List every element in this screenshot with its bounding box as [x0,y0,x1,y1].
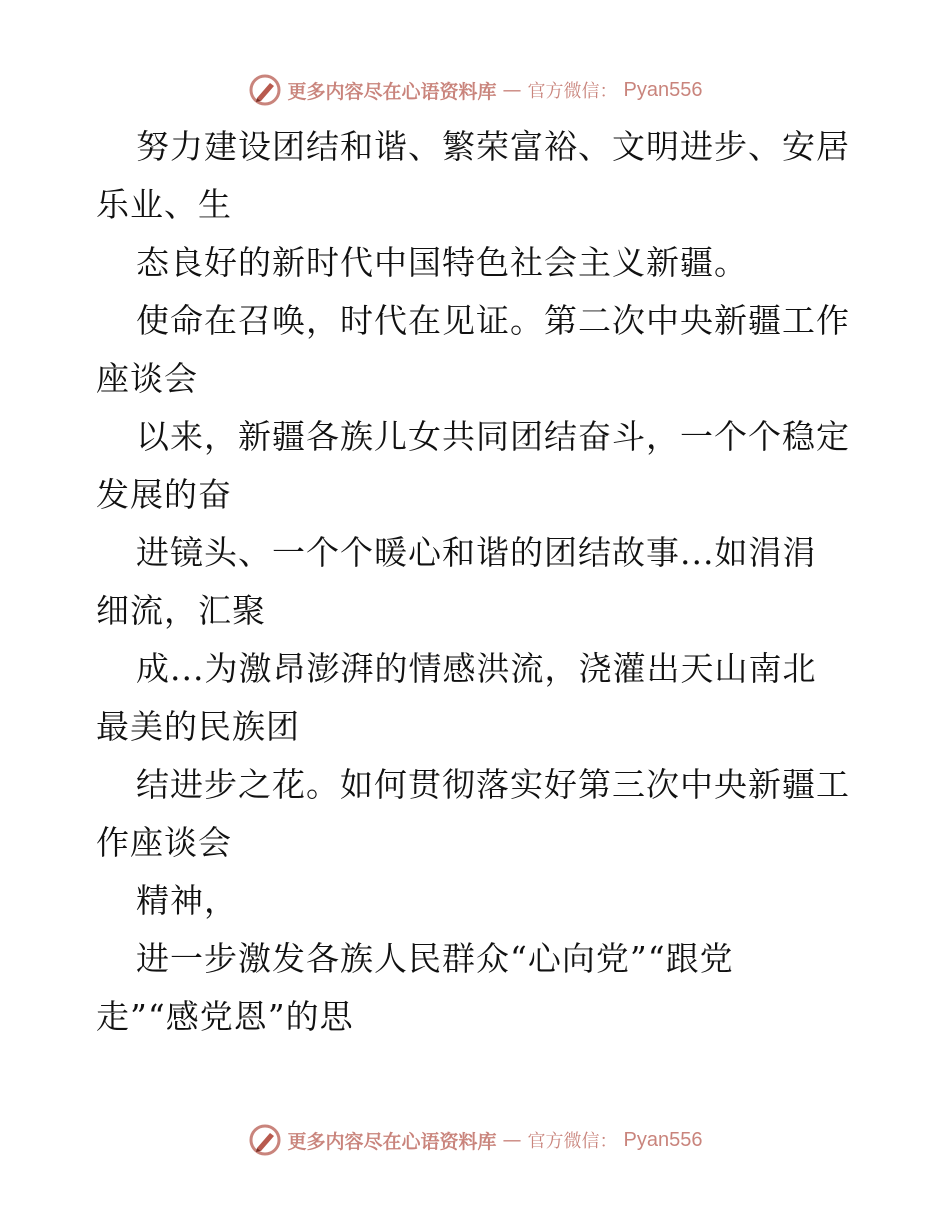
pen-logo-icon [248,1123,282,1157]
text-line: 最美的民族团 [96,707,300,746]
text-line: 座谈会 [96,359,198,398]
watermark-wechat-id: Pyan556 [623,1128,703,1151]
text-line: 细流，汇聚 [96,591,266,630]
text-line: 进一步激发各族人民群众“心向党”“跟党 [136,939,734,978]
pen-logo-icon [248,73,282,107]
text-line: 态良好的新时代中国特色社会主义新疆。 [136,243,748,282]
watermark-brand: 更多内容尽在心语资料库 [287,80,497,103]
watermark-wechat-id: Pyan556 [623,78,703,101]
text-line: 使命在召唤，时代在见证。第二次中央新疆工作 [136,301,850,340]
text-line: 以来，新疆各族儿女共同团结奋斗，一个个稳定 [136,417,850,456]
text-line: 作座谈会 [96,823,232,862]
watermark-wechat-label: 官方微信： [527,81,618,102]
text-line: 成...为激昂澎湃的情感洪流，浇灌出天山南北 [136,649,817,688]
text-line: 结进步之花。如何贯彻落实好第三次中央新疆工 [136,765,850,804]
watermark-header [0,70,950,110]
text-line: 努力建设团结和谐、繁荣富裕、文明进步、安居 [136,127,850,166]
watermark-brand: 更多内容尽在心语资料库 [287,1130,497,1153]
text-line: 乐业、生 [96,185,232,224]
body-text [96,118,856,1046]
watermark-wechat-label: 官方微信： [527,1131,618,1152]
watermark-footer [0,1120,950,1160]
watermark-separator: — [502,79,522,101]
text-line: 走”“感党恩”的思 [96,997,354,1036]
text-line: 发展的奋 [96,475,232,514]
watermark-separator: — [502,1129,522,1151]
text-line: 进镜头、一个个暖心和谐的团结故事...如涓涓 [136,533,817,572]
text-line: 精神， [136,881,238,920]
